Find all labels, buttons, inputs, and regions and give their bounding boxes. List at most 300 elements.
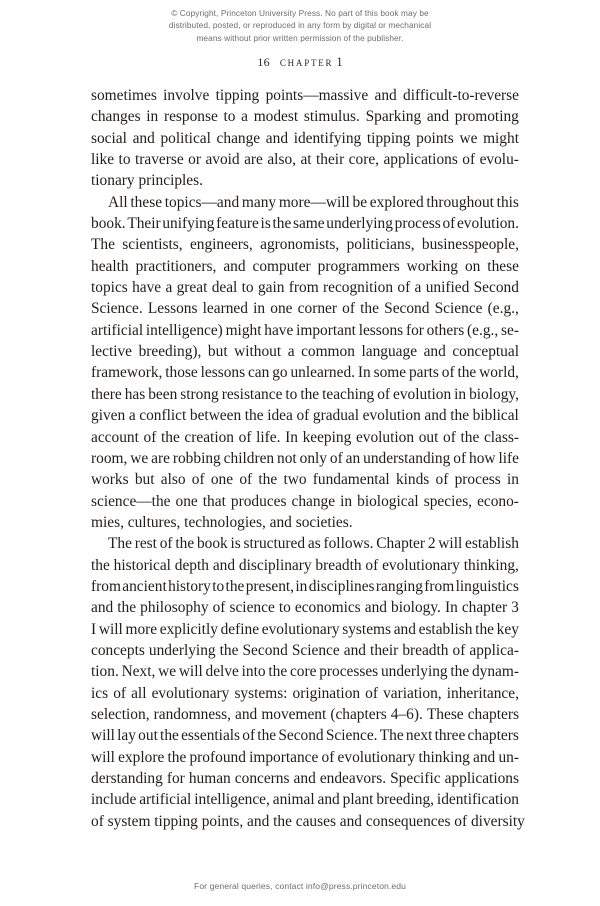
word: account [91, 428, 139, 446]
word: processes [319, 663, 379, 681]
text-line [91, 128, 519, 149]
word: lessons [358, 321, 404, 339]
word: agronomists, [260, 236, 340, 254]
word: origination [292, 684, 361, 702]
word: avoid [205, 151, 240, 169]
word: underlying [148, 641, 216, 659]
word: be [352, 193, 368, 211]
word: the [91, 556, 110, 574]
word: room, [91, 449, 128, 467]
word: to [118, 151, 131, 169]
text-line [91, 427, 519, 448]
word: evolutionary [261, 620, 340, 638]
word: of [113, 684, 127, 702]
word: biology. [391, 599, 441, 617]
word: Specific [390, 770, 441, 787]
word: 3 [511, 599, 519, 617]
word: that [202, 492, 226, 510]
word: animal [272, 791, 315, 809]
word: an [345, 449, 361, 467]
word: These [426, 705, 464, 723]
word: but [207, 343, 228, 361]
word: keeping [302, 428, 352, 446]
running-head-chapter-number: 1 [333, 55, 343, 69]
word: The [108, 535, 132, 553]
word: structured [243, 535, 306, 553]
text-line: mies, cultures, technologies, and societies. [91, 513, 353, 531]
word: topics [91, 279, 128, 297]
word: concepts [91, 641, 145, 659]
word: these [487, 257, 519, 275]
word: in [454, 385, 467, 403]
word: lessons [200, 364, 246, 382]
text-line [91, 362, 519, 383]
word: in [295, 577, 308, 595]
word: of [452, 641, 466, 659]
word: plant [342, 791, 374, 809]
word: evolution [362, 407, 421, 425]
word: the [300, 385, 320, 403]
text-line [91, 320, 519, 341]
word: important [296, 321, 356, 339]
word: delve [205, 663, 239, 681]
word: (e.g., [487, 300, 519, 318]
word: or [188, 151, 201, 169]
word: topics—and [164, 193, 240, 211]
footer-text: For general queries, contact info@press.princeton.edu [193, 881, 406, 891]
word: present, [245, 577, 295, 595]
text-line [91, 298, 519, 319]
word: breadth [402, 641, 449, 659]
word: the [160, 428, 180, 446]
word: of [242, 727, 256, 745]
word: artificial [139, 791, 192, 809]
word: to [278, 599, 291, 617]
word: out [418, 428, 439, 446]
word: Science [434, 300, 483, 318]
word: at [300, 151, 312, 169]
word: is [230, 535, 241, 553]
word: of [143, 428, 157, 446]
word: of [453, 449, 467, 467]
word: applications [444, 770, 519, 787]
text-line [91, 277, 519, 298]
word: tipping [366, 129, 411, 147]
word: Science. [91, 300, 143, 318]
word: I [91, 620, 97, 638]
text-line [91, 234, 519, 255]
word: a [241, 108, 248, 126]
word: a [128, 407, 136, 425]
word: change [216, 129, 261, 147]
word: Sparking [365, 108, 422, 126]
word: thinking, [463, 556, 519, 574]
word: evolutionary [382, 556, 460, 574]
word: health [91, 257, 129, 275]
word: 2 [427, 535, 436, 553]
word: human [188, 770, 231, 787]
word: might [483, 129, 519, 147]
word: given [91, 407, 126, 425]
word: applica- [469, 641, 519, 659]
page-folio: 16 [257, 55, 270, 69]
word: essentials [181, 727, 241, 745]
word: from [91, 577, 121, 595]
word: political [160, 129, 211, 147]
text-line [91, 683, 519, 704]
word: variation, [383, 684, 442, 702]
word: chapters [467, 705, 519, 723]
word: the [460, 428, 480, 446]
word: some [373, 364, 407, 382]
word: class- [483, 428, 519, 446]
word: underlying [326, 215, 393, 233]
word: of [397, 279, 411, 297]
word: explore [118, 748, 165, 766]
word: response [163, 108, 218, 126]
word: of [238, 428, 252, 446]
word: evolution [393, 385, 452, 403]
page-footer [0, 881, 600, 891]
word: core, [348, 151, 380, 169]
paragraph [91, 192, 519, 534]
word: of [212, 599, 226, 617]
word: book [196, 535, 228, 553]
word: species, [423, 492, 473, 510]
word: children [223, 449, 275, 467]
word: on [464, 257, 481, 275]
word: tion. [91, 663, 119, 681]
word: biology, [469, 385, 519, 403]
word: science—the [91, 492, 171, 510]
word: of [342, 300, 355, 318]
word: the [475, 620, 494, 638]
word: a [414, 279, 422, 297]
word: will [178, 663, 203, 681]
text-line [91, 448, 519, 469]
word: might [225, 321, 262, 339]
word: and [393, 620, 416, 638]
word: also [160, 471, 186, 489]
text-line [91, 192, 519, 213]
word: not [277, 449, 297, 467]
word: the [360, 300, 379, 318]
word: Next, [121, 663, 156, 681]
word: for [405, 321, 424, 339]
word: understanding [363, 449, 451, 467]
word: lective [91, 343, 133, 361]
word: we [459, 129, 478, 147]
word: working [406, 257, 458, 275]
word: (e.g., [467, 321, 499, 339]
word: gain [257, 279, 285, 297]
word: for [166, 770, 185, 787]
word: unified [425, 279, 470, 297]
word: depth [174, 556, 209, 574]
word: the [175, 535, 195, 553]
text-line [91, 661, 519, 682]
text-line [91, 576, 519, 597]
word: gradual [312, 407, 360, 425]
word: the [225, 577, 245, 595]
word: In [444, 599, 458, 617]
word: of [159, 535, 173, 553]
word: we [158, 663, 177, 681]
word: explicitly [159, 620, 218, 638]
word: others [426, 321, 465, 339]
word: chapter [461, 599, 508, 617]
word: politicians, [346, 236, 415, 254]
word: evolutionary [151, 684, 230, 702]
word: and [265, 129, 289, 147]
word: identifying [293, 129, 362, 147]
word: and [426, 108, 450, 126]
word: language [361, 343, 418, 361]
word: the [450, 407, 470, 425]
word: three [434, 727, 466, 745]
word: of [191, 471, 205, 489]
word: without [234, 343, 282, 361]
word: lay [117, 727, 136, 745]
word: idea [267, 407, 293, 425]
word: programmers [317, 257, 400, 275]
word: of [365, 556, 379, 574]
word: of [443, 428, 456, 446]
word: and [317, 791, 340, 809]
word: the [160, 727, 179, 745]
word: key [496, 620, 519, 638]
word: core [289, 663, 317, 681]
word: evolution. [456, 215, 519, 233]
word: process [454, 471, 501, 489]
word: in [253, 300, 266, 318]
text-line [91, 213, 519, 234]
word: many [241, 193, 277, 211]
word: scientists, [122, 236, 183, 254]
word: these [130, 193, 163, 211]
copyright-line: © Copyright, Princeton University Press. No part of this book may be [171, 8, 429, 18]
word: produces [230, 492, 287, 510]
word: concerns [234, 770, 290, 787]
word: the [167, 748, 187, 766]
word: disciplinary [238, 556, 312, 574]
word: profound [189, 748, 246, 766]
word: systems: [234, 684, 288, 702]
word: and [343, 641, 366, 659]
word: one [210, 471, 234, 489]
word: and [235, 705, 258, 723]
running-head [0, 55, 600, 70]
word: to [241, 279, 254, 297]
text-line [91, 384, 519, 405]
word: stimulus. [303, 108, 360, 126]
word: Science [291, 641, 340, 659]
word: the [244, 407, 264, 425]
word: breeding), [138, 343, 202, 361]
word: of [441, 364, 455, 382]
word: more [125, 620, 158, 638]
word: process [394, 215, 441, 233]
word: establish [418, 620, 473, 638]
word: points [416, 129, 454, 147]
word: is [260, 215, 271, 233]
word: from [424, 577, 455, 595]
word: the [117, 599, 137, 617]
word: one [175, 492, 198, 510]
word: unifying [162, 215, 215, 233]
word: resistance [221, 385, 283, 403]
word: in [340, 492, 353, 510]
word: in [507, 471, 519, 489]
word: and [473, 748, 496, 766]
word: inheritance, [446, 684, 519, 702]
word: will [98, 620, 123, 638]
word: Chapter [376, 535, 426, 553]
word: The [379, 727, 404, 745]
body-text-block [91, 85, 525, 832]
word: out [138, 727, 158, 745]
word: the [450, 663, 470, 681]
word: 4–6). [390, 705, 423, 723]
word: history [168, 577, 211, 595]
word: promoting [454, 108, 519, 126]
word: has [124, 385, 146, 403]
word: there [91, 385, 122, 403]
paragraph [91, 533, 525, 832]
word: and [212, 556, 236, 574]
word: historical [113, 556, 171, 574]
word: been [148, 385, 178, 403]
word: but [134, 471, 155, 489]
word: include [91, 791, 137, 809]
word: computer [252, 257, 311, 275]
word: applications [383, 151, 458, 169]
word: two [283, 471, 307, 489]
word: like [91, 151, 115, 169]
text-line [91, 704, 519, 725]
word: and [293, 770, 316, 787]
word: this [496, 193, 519, 211]
word: evolutionary [337, 748, 416, 766]
text-line [91, 640, 519, 661]
word: Second [242, 641, 288, 659]
text-line [91, 469, 519, 490]
word: disciplines [308, 577, 375, 595]
text-line [91, 106, 519, 127]
word: to [285, 385, 298, 403]
word: between [189, 407, 242, 425]
word: of [435, 471, 449, 489]
word: systems [342, 620, 391, 638]
word: dynam- [471, 663, 519, 681]
word: changes [91, 108, 141, 126]
word: a [165, 279, 173, 297]
word: kinds [395, 471, 430, 489]
word: more—will [278, 193, 350, 211]
text-line [91, 85, 519, 106]
word: the [457, 364, 477, 382]
word: the [258, 471, 278, 489]
word: evolution [355, 428, 415, 446]
word: The [91, 236, 115, 254]
text-line [91, 555, 519, 576]
word: feature [216, 215, 259, 233]
word: In [357, 364, 371, 382]
word: the [257, 727, 277, 745]
word: have [264, 321, 294, 339]
word: follows. [323, 535, 374, 553]
word: biblical [472, 407, 519, 425]
word: change [291, 492, 336, 510]
word: establish [465, 535, 519, 553]
text-line [91, 768, 519, 789]
word: and [223, 257, 246, 275]
word: breadth [315, 556, 362, 574]
word: breeding, [376, 791, 435, 809]
word: book. [91, 215, 126, 233]
word: linguistics [455, 577, 519, 595]
word: of [442, 215, 456, 233]
word: importance [249, 748, 319, 766]
word: of [321, 748, 335, 766]
word: all [131, 684, 147, 702]
word: unlearned. [290, 364, 355, 382]
word: the [268, 663, 288, 681]
text-line [91, 491, 519, 512]
text-line [91, 789, 519, 810]
text-line [91, 405, 519, 426]
copyright-notice [0, 7, 600, 44]
word: fundamental [312, 471, 390, 489]
word: ancient [122, 577, 167, 595]
word: and [424, 407, 447, 425]
text-line [91, 533, 519, 554]
word: philosophy [140, 599, 209, 617]
word: a [287, 343, 295, 361]
word: artificial [91, 321, 144, 339]
word: works [91, 471, 129, 489]
text-line: of system tipping points, and the causes and consequences of diversity [91, 812, 525, 830]
text-line [91, 256, 519, 277]
word: thinking [418, 748, 470, 766]
word: Second [473, 279, 519, 297]
word: traverse [134, 151, 184, 169]
word: identification [436, 791, 519, 809]
word: Second [278, 727, 324, 745]
word: next [405, 727, 433, 745]
word: go [272, 364, 288, 382]
word: modest [253, 108, 299, 126]
word: to [223, 108, 236, 126]
text-line [91, 149, 519, 170]
word: of [462, 151, 476, 169]
word: robbing [172, 449, 221, 467]
word: the [272, 215, 292, 233]
word: to [212, 577, 225, 595]
word: Second [384, 300, 430, 318]
word: businesspeople, [421, 236, 519, 254]
word: and [423, 343, 446, 361]
word: and [132, 129, 155, 147]
word: can [247, 364, 270, 382]
word: will [438, 535, 463, 553]
text-line [91, 619, 519, 640]
word: All [108, 193, 128, 211]
word: the [219, 641, 239, 659]
word: parts [408, 364, 439, 382]
running-head-chapter-label: chapter [279, 55, 334, 69]
word: are [244, 151, 263, 169]
